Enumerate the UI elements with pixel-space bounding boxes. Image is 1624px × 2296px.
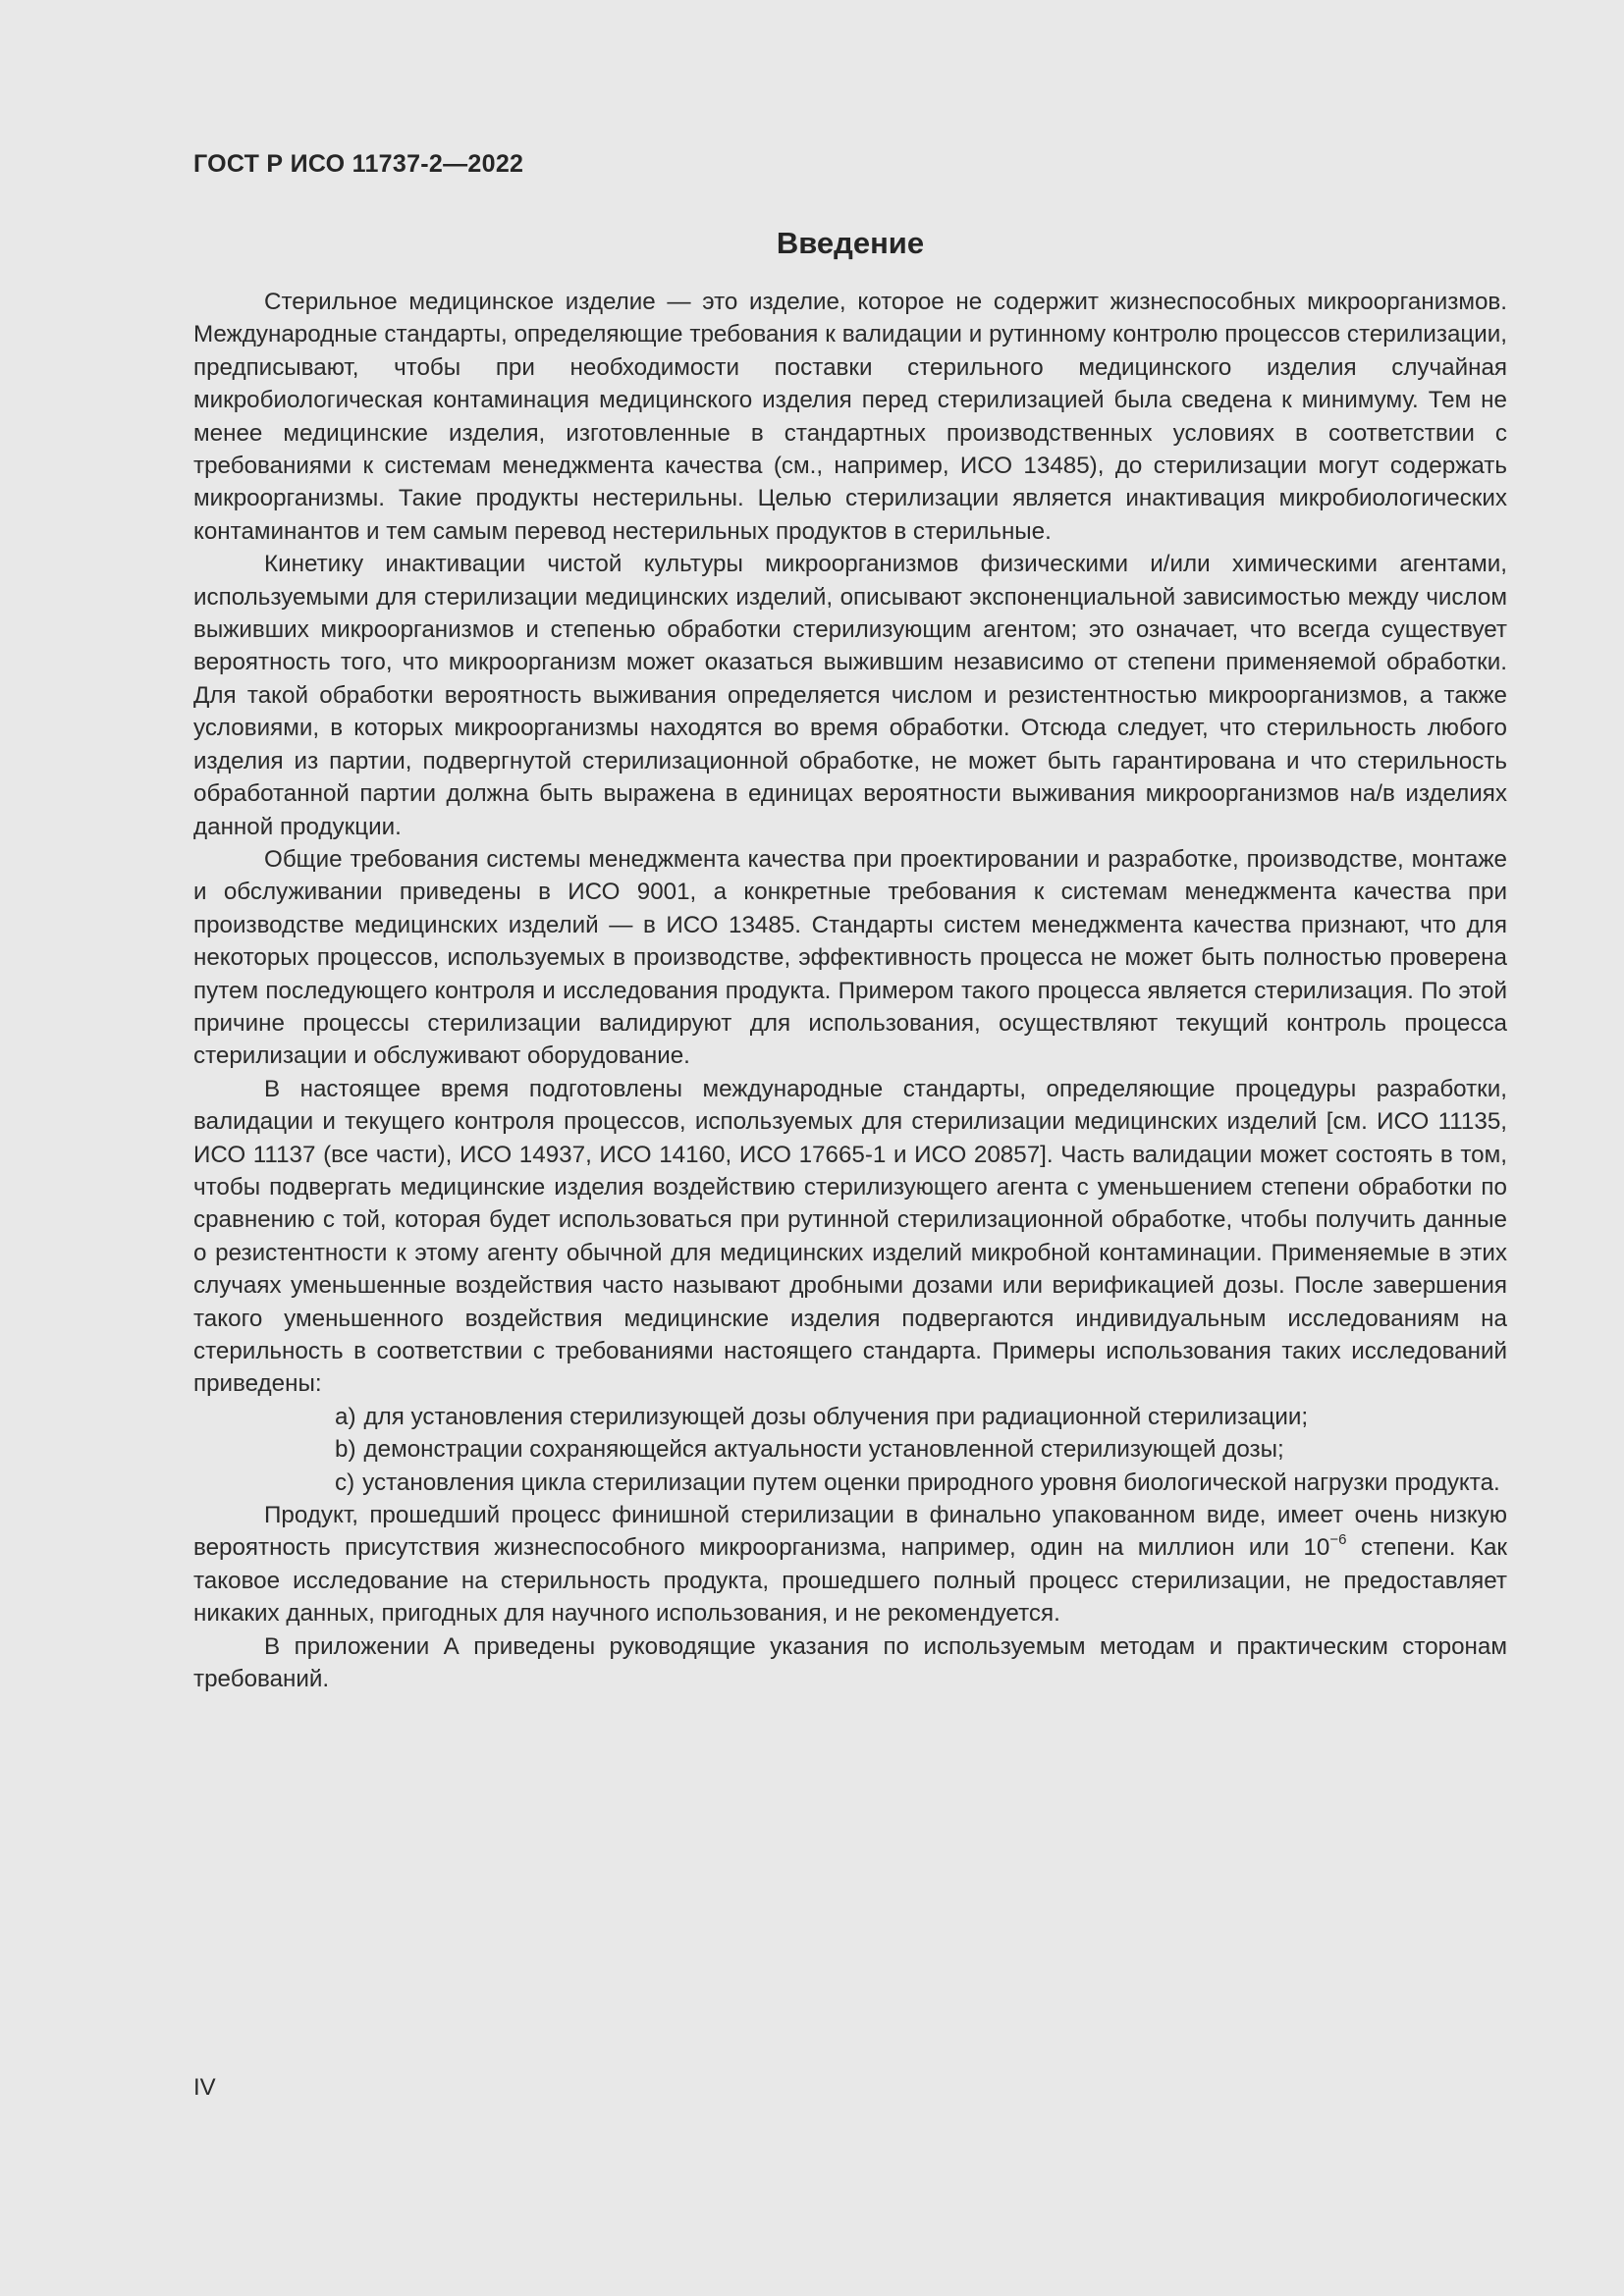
list-item-text: демонстрации сохраняющейся актуальности установленной стерилизующей дозы;	[363, 1436, 1284, 1464]
list-item	[193, 1467, 1507, 1499]
paragraph-inactivation-kinetics: Кинетику инактивации чистой культуры микроорганизмов физическими и/или химическими агентами, используемыми для стерилизации медицинских изделий, описывают экспоненциальной зависимостью между числом выживших микроорганизмов и степенью обработки стерилизующим агентом; это означает, что всегда существует вероятность того, что микроорганизм может оказаться выжившим независимо от степени применяемой обработки. Для такой обработки вероятность выживания определяется числом и резистентностью микроорганизмов, а также условиями, в которых микроорганизмы находятся во время обработки. Отсюда следует, что стерильность любого изделия из партии, подвергнутой стерилизационной обработке, не может быть гарантирована и что стерильность обработанной партии должна быть выражена в единицах вероятности выживания микроорганизмов на/в изделиях данной продукции.	[193, 551, 1507, 840]
paragraph-text-part: Продукт, прошедший процесс финишной стерилизации в финально упакованном виде, имеет очень низкую вероятность присутствия жизнеспособного микроорганизма, например, один на миллион или 10	[193, 1502, 1507, 1562]
list-marker: c)	[335, 1468, 355, 1496]
paragraph-quality-management: Общие требования системы менеджмента качества при проектировании и разработке, производстве, монтаже и обслуживании приведены в ИСО 9001, а конкретные требования к системам менеджмента качества при производстве медицинских изделий — в ИСО 13485. Стандарты систем менеджмента качества признают, что для некоторых процессов, используемых в производстве, эффективность процесса не может быть полностью проверена путем последующего контроля и исследования продукта. Примером такого процесса является стерилизация. По этой причине процессы стерилизации валидируют для использования, осуществляют текущий контроль процесса стерилизации и обслуживают оборудование.	[193, 845, 1507, 1070]
page-number: IV	[193, 2074, 216, 2101]
document-body	[193, 286, 1507, 1695]
list-item-text: для установления стерилизующей дозы облучения при радиационной стерилизации;	[363, 1403, 1309, 1430]
section-title: Введение	[776, 226, 925, 260]
paragraph-international-standards: В настоящее время подготовлены международные стандарты, определяющие процедуры разработки, валидации и текущего контроля процессов, используемых для стерилизации медицинских изделий [см. ИСО 11135, ИСО 11137 (все части), ИСО 14937, ИСО 14160, ИСО 17665-1 и ИСО 20857]. Часть валидации может состоять в том, чтобы подвергать медицинские изделия воздействию стерилизующего агента с уменьшением степени обработки по сравнению с той, которая будет использоваться при рутинной стерилизационной обработке, чтобы получить данные о резистентности к этому агенту обычной для медицинских изделий микробной контаминации. Применяемые в этих случаях уменьшенные воздействия часто называют дробными дозами или верификацией дозы. После завершения такого уменьшенного воздействия медицинские изделия подвергаются индивидуальным исследованиям на стерильность в соответствии с требованиями настоящего стандарта. Примеры использования таких исследований приведены:	[193, 1075, 1507, 1398]
paragraph-text-part: степени. Как таковое исследование на стерильность продукта, прошедшего полный процесс стерилизации, не предоставляет никаких данных, пригодных для научного использования, и не рекомендуется.	[193, 1534, 1507, 1628]
paragraph-annex-reference: В приложении А приведены руководящие указания по используемым методам и практическим сторонам требований.	[193, 1632, 1507, 1693]
list-item	[193, 1401, 1507, 1433]
standard-code: ГОСТ Р ИСО 11737-2—2022	[193, 150, 524, 178]
paragraph-terminal-sterilization	[193, 1499, 1507, 1630]
exponent: −6	[1329, 1531, 1347, 1549]
list-marker: b)	[335, 1436, 356, 1464]
list-marker: a)	[335, 1403, 356, 1430]
paragraph-sterile-device: Стерильное медицинское изделие — это изделие, которое не содержит жизнеспособных микроорганизмов. Международные стандарты, определяющие требования к валидации и рутинному контролю процессов стерилизации, предписывают, чтобы при необходимости поставки стерильного медицинского изделия случайная микробиологическая контаминация медицинского изделия перед стерилизацией была сведена к минимуму. Тем не менее медицинские изделия, изготовленные в стандартных производственных условиях в соответствии с требованиями к системам менеджмента качества (см., например, ИСО 13485), до стерилизации могут содержать микроорганизмы. Такие продукты нестерильны. Целью стерилизации является инактивация микробиологических контаминантов и тем самым перевод нестерильных продуктов в стерильные.	[193, 289, 1507, 545]
list-item-text: установления цикла стерилизации путем оценки природного уровня биологической нагрузки продукта.	[362, 1468, 1500, 1496]
list-item	[193, 1433, 1507, 1466]
